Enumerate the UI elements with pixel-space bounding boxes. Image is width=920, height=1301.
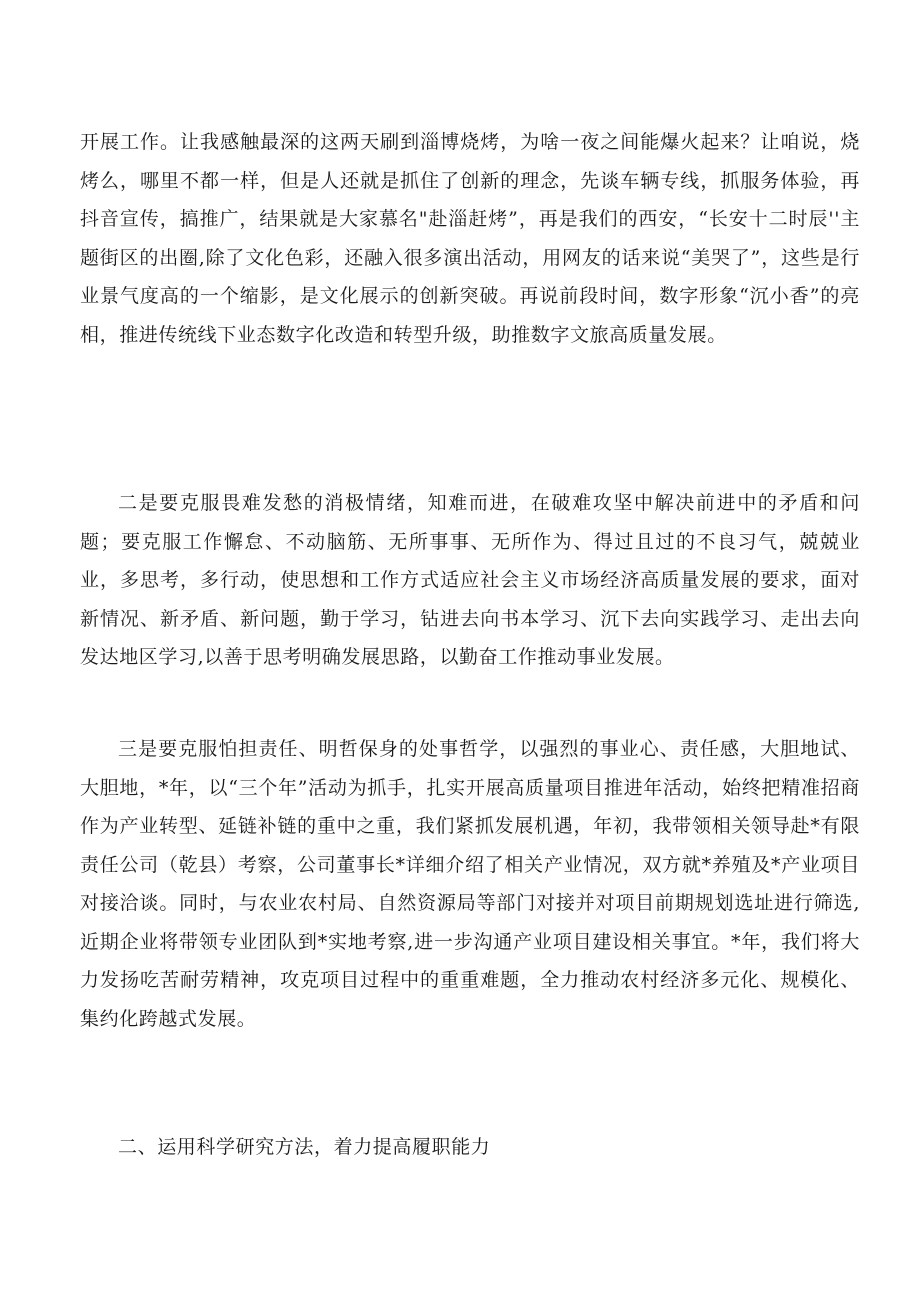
paragraph-second-point: 二是要克服畏难发愁的消极情绪，知难而进，在破难攻坚中解决前进中的矛盾和问题；要克服工作懈怠、不动脑筋、无所事事、无所作为、得过且过的不良习气，兢兢业业，多思考，多行动，使思想和工作方式适应社会主义市场经济高质量发展的要求，面对新情况、新矛盾、新问题，勤于学习，钻进去向书本学习、沉下去向实践学习、走出去向发达地区学习,以善于思考明确发展思路，以勤奋工作推动事业发展。 [80, 492, 860, 668]
section-heading: 二、运用科学研究方法，着力提高履职能力 [118, 1136, 491, 1158]
paragraph-third-point: 三是要克服怕担责任、明哲保身的处事哲学，以强烈的事业心、责任感，大胆地试、大胆地，*年，以“三个年”活动为抓手，扎实开展高质量项目推进年活动，始终把精准招商作为产业转型、延链补链的重中之重，我们紧抓发展机遇，年初，我带领相关领导赴*有限责任公司（乾县）考察，公司董事长*详细介绍了相关产业情况，双方就*养殖及*产业项目对接洽谈。同时，与农业农村局、自然资源局等部门对接并对项目前期规划选址进行筛选,近期企业将带领专业团队到*实地考察,进一步沟通产业项目建设相关事宜。*年，我们将大力发扬吃苦耐劳精神，攻克项目过程中的重重难题，全力推动农村经济多元化、规模化、集约化跨越式发展。 [80, 738, 860, 1030]
paragraph-continuation: 开展工作。让我感触最深的这两天刷到淄博烧烤，为啥一夜之间能爆火起来？让咱说，烧烤么，哪里不都一样，但是人还就是抓住了创新的理念，先谈车辆专线，抓服务体验，再抖音宣传，搞推广，结果就是大家慕名"赴淄赶烤”，再是我们的西安，“长安十二时辰''主题街区的出圈,除了文化色彩，还融入很多演出活动，用网友的话来说“美哭了”，这些是行业景气度高的一个缩影，是文化展示的创新突破。再说前段时间，数字形象“沉小香”的亮相，推进传统线下业态数字化改造和转型升级，助推数字文旅高质量发展。 [80, 131, 860, 346]
